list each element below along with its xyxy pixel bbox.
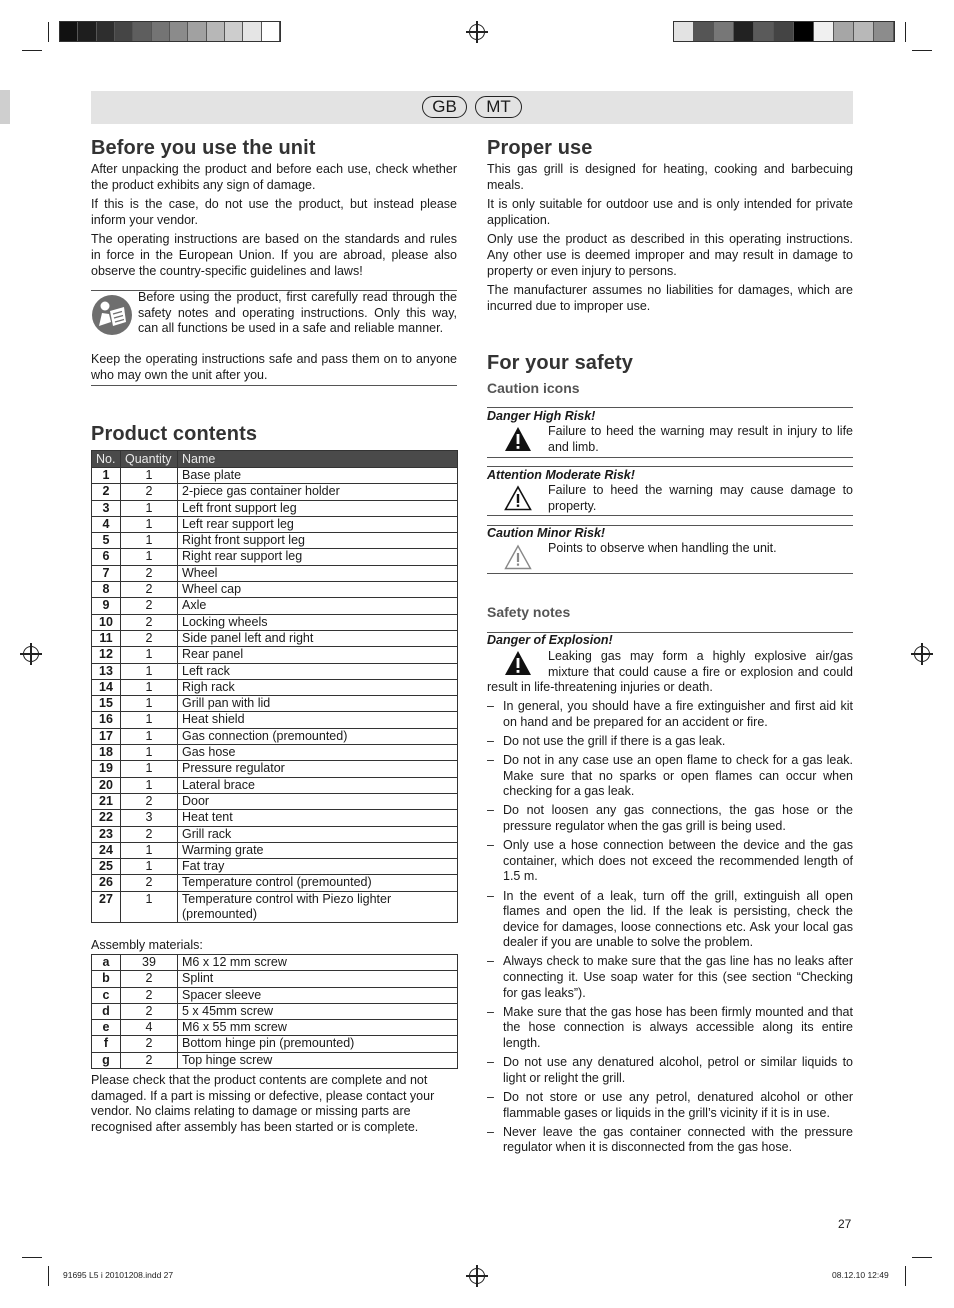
note-text: Make sure that the gas hose has been firmly mounted and that the hose connection is always accessible along its entire length. bbox=[503, 1004, 853, 1051]
color-swatch bbox=[694, 22, 714, 41]
table-row bbox=[92, 598, 458, 614]
item-quantity: 1 bbox=[121, 516, 178, 532]
registration-mark-right bbox=[914, 646, 930, 662]
column-header-no: No. bbox=[92, 451, 121, 468]
read-instructions-note bbox=[91, 290, 457, 337]
item-name: Grill pan with lid bbox=[178, 696, 458, 712]
item-quantity: 4 bbox=[121, 1020, 178, 1036]
table-row bbox=[92, 987, 458, 1003]
bullet-dash: – bbox=[487, 1124, 494, 1139]
table-row bbox=[92, 1003, 458, 1019]
bullet-dash: – bbox=[487, 1090, 494, 1104]
registration-mark-left bbox=[23, 646, 39, 662]
before-use-heading: Before you use the unit bbox=[91, 137, 316, 159]
caution-text-minor: Points to observe when handling the unit. bbox=[548, 541, 777, 555]
table-row bbox=[92, 761, 458, 777]
color-swatch bbox=[754, 22, 774, 41]
safety-notes-list bbox=[487, 699, 853, 1160]
item-quantity: 2 bbox=[121, 971, 178, 987]
item-quantity: 1 bbox=[121, 533, 178, 549]
table-header-row bbox=[92, 451, 458, 468]
safety-heading: For your safety bbox=[487, 352, 633, 374]
item-name: Temperature control with Piezo lighter (premounted) bbox=[178, 891, 458, 922]
bullet-dash: – bbox=[487, 1004, 494, 1019]
item-number: d bbox=[92, 1003, 121, 1019]
item-quantity: 1 bbox=[121, 712, 178, 728]
color-swatch bbox=[674, 22, 694, 41]
explosion-text: Leaking gas may form a highly explosive air/gas mixture that could cause a fire or explosion and could result in life-threatening injuries or death. bbox=[487, 649, 853, 695]
item-name: Spacer sleeve bbox=[178, 987, 458, 1003]
note-text: In the event of a leak, turn off the grill, extinguish all open flames and open the lid. If the leak is persisting, check the device for damages, loose connections etc. Ask your local gas dealer if you are unable to solve the problem. bbox=[503, 888, 853, 950]
item-number: 21 bbox=[92, 793, 121, 809]
warning-outline-icon bbox=[504, 485, 532, 511]
list-item bbox=[487, 954, 853, 1001]
keep-instructions-note: Keep the operating instructions safe and pass them on to anyone who may own the unit after you. bbox=[91, 352, 457, 382]
table-row bbox=[92, 696, 458, 712]
item-name: Fat tray bbox=[178, 859, 458, 875]
check-contents-note: Please check that the product contents are complete and not damaged. If a part is missing or defective, please contact your vendor. No claims relating to damage or missing parts are recognised after assembly has been started or is complete. bbox=[91, 1073, 435, 1134]
item-number: 26 bbox=[92, 875, 121, 891]
color-swatch bbox=[225, 22, 243, 41]
item-name: Axle bbox=[178, 598, 458, 614]
item-quantity: 1 bbox=[121, 647, 178, 663]
divider bbox=[91, 385, 457, 386]
item-number: 10 bbox=[92, 614, 121, 630]
table-row bbox=[92, 516, 458, 532]
item-number: 4 bbox=[92, 516, 121, 532]
paragraph: Only use the product as described in this operating instructions. Any other use is deemed improper and may result in damage to property or even injury to persons. bbox=[487, 232, 853, 278]
color-swatch bbox=[834, 22, 854, 41]
item-name: Splint bbox=[178, 971, 458, 987]
bullet-dash: – bbox=[487, 752, 494, 767]
page-number: 27 bbox=[838, 1217, 852, 1231]
color-swatch bbox=[774, 22, 794, 41]
list-item bbox=[487, 1055, 853, 1086]
bullet-dash: – bbox=[487, 954, 494, 969]
paragraph: After unpacking the product and before each use, check whether the product exhibits any sign of damage. bbox=[91, 162, 457, 192]
table-row bbox=[92, 955, 458, 971]
table-row bbox=[92, 1052, 458, 1068]
before-use-text bbox=[91, 162, 457, 283]
column-header-quantity: Quantity bbox=[121, 451, 178, 468]
color-swatch bbox=[262, 22, 280, 41]
color-swatch bbox=[714, 22, 734, 41]
item-number: 5 bbox=[92, 533, 121, 549]
table-row bbox=[92, 500, 458, 516]
color-swatch bbox=[854, 22, 874, 41]
item-number: g bbox=[92, 1052, 121, 1068]
item-number: f bbox=[92, 1036, 121, 1052]
item-quantity: 2 bbox=[121, 598, 178, 614]
crop-mark bbox=[22, 1257, 42, 1258]
item-name: Base plate bbox=[178, 468, 458, 484]
table-row bbox=[92, 1020, 458, 1036]
table-row bbox=[92, 971, 458, 987]
list-item bbox=[487, 838, 853, 885]
paragraph: If this is the case, do not use the product, but instead please inform your vendor. bbox=[91, 197, 457, 227]
table-row bbox=[92, 712, 458, 728]
warning-filled-icon bbox=[504, 426, 532, 452]
table-row bbox=[92, 793, 458, 809]
crop-mark bbox=[905, 1266, 906, 1286]
item-quantity: 2 bbox=[121, 793, 178, 809]
margin-tab bbox=[0, 90, 10, 124]
item-quantity: 2 bbox=[121, 987, 178, 1003]
divider bbox=[487, 457, 853, 458]
item-quantity: 2 bbox=[121, 875, 178, 891]
item-number: 6 bbox=[92, 549, 121, 565]
table-row bbox=[92, 679, 458, 695]
table-row bbox=[92, 891, 458, 922]
bullet-dash: – bbox=[487, 733, 494, 748]
list-item bbox=[487, 1125, 853, 1156]
color-swatch bbox=[188, 22, 206, 41]
item-quantity: 1 bbox=[121, 745, 178, 761]
divider bbox=[487, 573, 853, 574]
proper-use-text bbox=[487, 162, 853, 318]
item-number: 27 bbox=[92, 891, 121, 922]
paragraph: It is only suitable for outdoor use and is only intended for private application. bbox=[487, 197, 853, 227]
table-row bbox=[92, 630, 458, 646]
bullet-dash: – bbox=[487, 1055, 494, 1070]
item-number: 20 bbox=[92, 777, 121, 793]
table-row bbox=[92, 810, 458, 826]
item-name: 2-piece gas container holder bbox=[178, 484, 458, 500]
item-quantity: 1 bbox=[121, 859, 178, 875]
item-quantity: 3 bbox=[121, 810, 178, 826]
list-item bbox=[487, 699, 853, 730]
note-text: Always check to make sure that the gas line has no leaks after connecting it. Use soap water for this (see section “Checking for gas leaks”). bbox=[503, 954, 853, 1000]
item-number: 11 bbox=[92, 630, 121, 646]
divider bbox=[487, 466, 853, 467]
item-name: Left front support leg bbox=[178, 500, 458, 516]
proper-use-heading: Proper use bbox=[487, 137, 593, 159]
product-contents-table bbox=[91, 450, 458, 923]
item-name: 5 x 45mm screw bbox=[178, 1003, 458, 1019]
item-quantity: 1 bbox=[121, 842, 178, 858]
explosion-danger-title: Danger of Explosion! bbox=[487, 633, 613, 647]
item-quantity: 1 bbox=[121, 728, 178, 744]
explosion-danger-text bbox=[487, 649, 853, 696]
item-quantity: 2 bbox=[121, 826, 178, 842]
color-swatch bbox=[152, 22, 170, 41]
paragraph: The operating instructions are based on the standards and rules in force in the European Union. If you are abroad, please also observe the country-specific guidelines and laws! bbox=[91, 232, 457, 278]
item-number: 13 bbox=[92, 663, 121, 679]
color-swatch bbox=[243, 22, 261, 41]
item-quantity: 1 bbox=[121, 891, 178, 922]
item-name: Side panel left and right bbox=[178, 630, 458, 646]
note-text: Do not use any denatured alcohol, petrol or similar liquids to light or relight the grill. bbox=[503, 1055, 853, 1085]
divider bbox=[487, 407, 853, 408]
item-number: 24 bbox=[92, 842, 121, 858]
language-gb-badge: GB bbox=[422, 96, 467, 118]
item-name: Door bbox=[178, 793, 458, 809]
assembly-materials-table bbox=[91, 954, 458, 1069]
item-number: 1 bbox=[92, 468, 121, 484]
item-quantity: 39 bbox=[121, 955, 178, 971]
registration-mark-bottom bbox=[469, 1268, 485, 1284]
item-name: Rear panel bbox=[178, 647, 458, 663]
list-item bbox=[487, 753, 853, 800]
item-number: 9 bbox=[92, 598, 121, 614]
item-number: 7 bbox=[92, 565, 121, 581]
item-number: 14 bbox=[92, 679, 121, 695]
item-quantity: 2 bbox=[121, 582, 178, 598]
item-quantity: 1 bbox=[121, 468, 178, 484]
table-row bbox=[92, 826, 458, 842]
item-number: 22 bbox=[92, 810, 121, 826]
item-number: 2 bbox=[92, 484, 121, 500]
table-row bbox=[92, 728, 458, 744]
color-swatch bbox=[133, 22, 151, 41]
table-row bbox=[92, 875, 458, 891]
item-number: 8 bbox=[92, 582, 121, 598]
color-swatch bbox=[170, 22, 188, 41]
language-header bbox=[91, 91, 853, 124]
caution-title-high: Danger High Risk! bbox=[487, 409, 596, 423]
item-quantity: 1 bbox=[121, 663, 178, 679]
table-row bbox=[92, 842, 458, 858]
item-name: Grill rack bbox=[178, 826, 458, 842]
item-quantity: 1 bbox=[121, 777, 178, 793]
item-name: Gas connection (premounted) bbox=[178, 728, 458, 744]
table-row bbox=[92, 614, 458, 630]
color-swatch bbox=[734, 22, 754, 41]
item-name: Righ rack bbox=[178, 679, 458, 695]
item-name: M6 x 55 mm screw bbox=[178, 1020, 458, 1036]
color-swatch bbox=[207, 22, 225, 41]
item-name: Lateral brace bbox=[178, 777, 458, 793]
item-quantity: 2 bbox=[121, 614, 178, 630]
color-swatch bbox=[794, 22, 814, 41]
paragraph: This gas grill is designed for heating, cooking and barbecuing meals. bbox=[487, 162, 853, 192]
item-name: Wheel cap bbox=[178, 582, 458, 598]
table-row bbox=[92, 745, 458, 761]
note-text: Only use a hose connection between the device and the gas container, which does not exceed the recommended length of 1.5 m. bbox=[503, 838, 853, 884]
caution-title-moderate: Attention Moderate Risk! bbox=[487, 468, 635, 482]
bullet-dash: – bbox=[487, 888, 494, 903]
item-quantity: 2 bbox=[121, 1052, 178, 1068]
color-bar-right bbox=[673, 21, 895, 42]
list-item bbox=[487, 889, 853, 951]
bullet-dash: – bbox=[487, 803, 494, 818]
note-text: Do not loosen any gas connections, the gas hose or the pressure regulator when the gas grill is being used. bbox=[503, 803, 853, 833]
crop-mark bbox=[912, 1257, 932, 1258]
item-quantity: 2 bbox=[121, 630, 178, 646]
item-number: 15 bbox=[92, 696, 121, 712]
item-name: Gas hose bbox=[178, 745, 458, 761]
list-item bbox=[487, 734, 853, 750]
language-mt-badge: MT bbox=[475, 96, 522, 118]
bullet-dash: – bbox=[487, 699, 494, 713]
crop-mark bbox=[22, 50, 42, 51]
color-swatch bbox=[97, 22, 115, 41]
table-row bbox=[92, 1036, 458, 1052]
item-number: c bbox=[92, 987, 121, 1003]
item-name: Warming grate bbox=[178, 842, 458, 858]
note-text: In general, you should have a fire extinguisher and first aid kit on hand and be prepared for an accident or fire. bbox=[503, 699, 853, 729]
column-header-name: Name bbox=[178, 451, 458, 468]
item-quantity: 1 bbox=[121, 549, 178, 565]
caution-icons-heading: Caution icons bbox=[487, 380, 580, 396]
caution-text-high: Failure to heed the warning may result in injury to life and limb. bbox=[548, 424, 853, 454]
table-row bbox=[92, 859, 458, 875]
footer-timestamp: 08.12.10 12:49 bbox=[832, 1270, 889, 1280]
item-number: 16 bbox=[92, 712, 121, 728]
item-number: 25 bbox=[92, 859, 121, 875]
item-name: Right rear support leg bbox=[178, 549, 458, 565]
item-quantity: 2 bbox=[121, 484, 178, 500]
item-name: Bottom hinge pin (premounted) bbox=[178, 1036, 458, 1052]
note-text: Do not use the grill if there is a gas leak. bbox=[503, 733, 726, 748]
paragraph: The manufacturer assumes no liabilities for damages, which are incurred due to improper use. bbox=[487, 283, 853, 313]
table-row bbox=[92, 468, 458, 484]
bullet-dash: – bbox=[487, 838, 494, 853]
safety-notes-heading: Safety notes bbox=[487, 604, 571, 620]
item-number: 23 bbox=[92, 826, 121, 842]
list-item bbox=[487, 1090, 853, 1121]
table-row bbox=[92, 663, 458, 679]
item-name: Left rack bbox=[178, 663, 458, 679]
item-name: Heat tent bbox=[178, 810, 458, 826]
caution-title-minor: Caution Minor Risk! bbox=[487, 526, 606, 540]
color-swatch bbox=[78, 22, 96, 41]
assembly-materials-label: Assembly materials: bbox=[91, 938, 203, 952]
divider bbox=[487, 515, 853, 516]
item-number: a bbox=[92, 955, 121, 971]
table-row bbox=[92, 647, 458, 663]
item-name: Wheel bbox=[178, 565, 458, 581]
note-text: Do not store or use any petrol, denatured alcohol or other flammable gases or liquids in the grill’s vicinity if it is in use. bbox=[503, 1090, 853, 1120]
registration-mark-top bbox=[469, 24, 485, 40]
color-swatch bbox=[814, 22, 834, 41]
item-quantity: 1 bbox=[121, 696, 178, 712]
item-quantity: 2 bbox=[121, 1003, 178, 1019]
table-row bbox=[92, 549, 458, 565]
caution-text-moderate: Failure to heed the warning may cause damage to property. bbox=[548, 483, 853, 513]
item-number: 12 bbox=[92, 647, 121, 663]
item-number: 3 bbox=[92, 500, 121, 516]
item-number: 17 bbox=[92, 728, 121, 744]
color-swatch bbox=[60, 22, 78, 41]
table-row bbox=[92, 777, 458, 793]
item-name: Temperature control (premounted) bbox=[178, 875, 458, 891]
warning-light-icon bbox=[504, 544, 532, 570]
product-contents-heading: Product contents bbox=[91, 423, 258, 445]
item-name: Left rear support leg bbox=[178, 516, 458, 532]
read-note-text: Before using the product, first carefully read through the safety notes and operating instructions. Only this way, can all functions be used in a safe and reliable manner. bbox=[138, 290, 457, 336]
item-number: b bbox=[92, 971, 121, 987]
footer-file-info: 91695 L5 i 20101208.indd 27 bbox=[63, 1270, 174, 1280]
item-number: 18 bbox=[92, 745, 121, 761]
item-name: Locking wheels bbox=[178, 614, 458, 630]
crop-mark bbox=[912, 50, 932, 51]
item-quantity: 1 bbox=[121, 761, 178, 777]
list-item bbox=[487, 803, 853, 834]
crop-mark bbox=[48, 1266, 49, 1286]
color-swatch bbox=[115, 22, 133, 41]
crop-mark bbox=[905, 22, 906, 42]
item-quantity: 1 bbox=[121, 679, 178, 695]
item-number: e bbox=[92, 1020, 121, 1036]
item-number: 19 bbox=[92, 761, 121, 777]
item-name: Top hinge screw bbox=[178, 1052, 458, 1068]
table-row bbox=[92, 565, 458, 581]
item-name: M6 x 12 mm screw bbox=[178, 955, 458, 971]
item-name: Pressure regulator bbox=[178, 761, 458, 777]
item-quantity: 2 bbox=[121, 565, 178, 581]
item-name: Right front support leg bbox=[178, 533, 458, 549]
color-bar-left bbox=[59, 21, 281, 42]
crop-mark bbox=[48, 22, 49, 42]
table-row bbox=[92, 533, 458, 549]
item-quantity: 1 bbox=[121, 500, 178, 516]
note-text: Never leave the gas container connected with the pressure regulator when it is disconnected from the gas hose. bbox=[503, 1124, 853, 1155]
item-quantity: 2 bbox=[121, 1036, 178, 1052]
color-swatch bbox=[874, 22, 894, 41]
item-name: Heat shield bbox=[178, 712, 458, 728]
table-row bbox=[92, 484, 458, 500]
table-row bbox=[92, 582, 458, 598]
note-text: Do not in any case use an open flame to check for a gas leak. Make sure that no sparks or open flames can occur when checking for a gas leak. bbox=[503, 752, 853, 799]
list-item bbox=[487, 1005, 853, 1052]
